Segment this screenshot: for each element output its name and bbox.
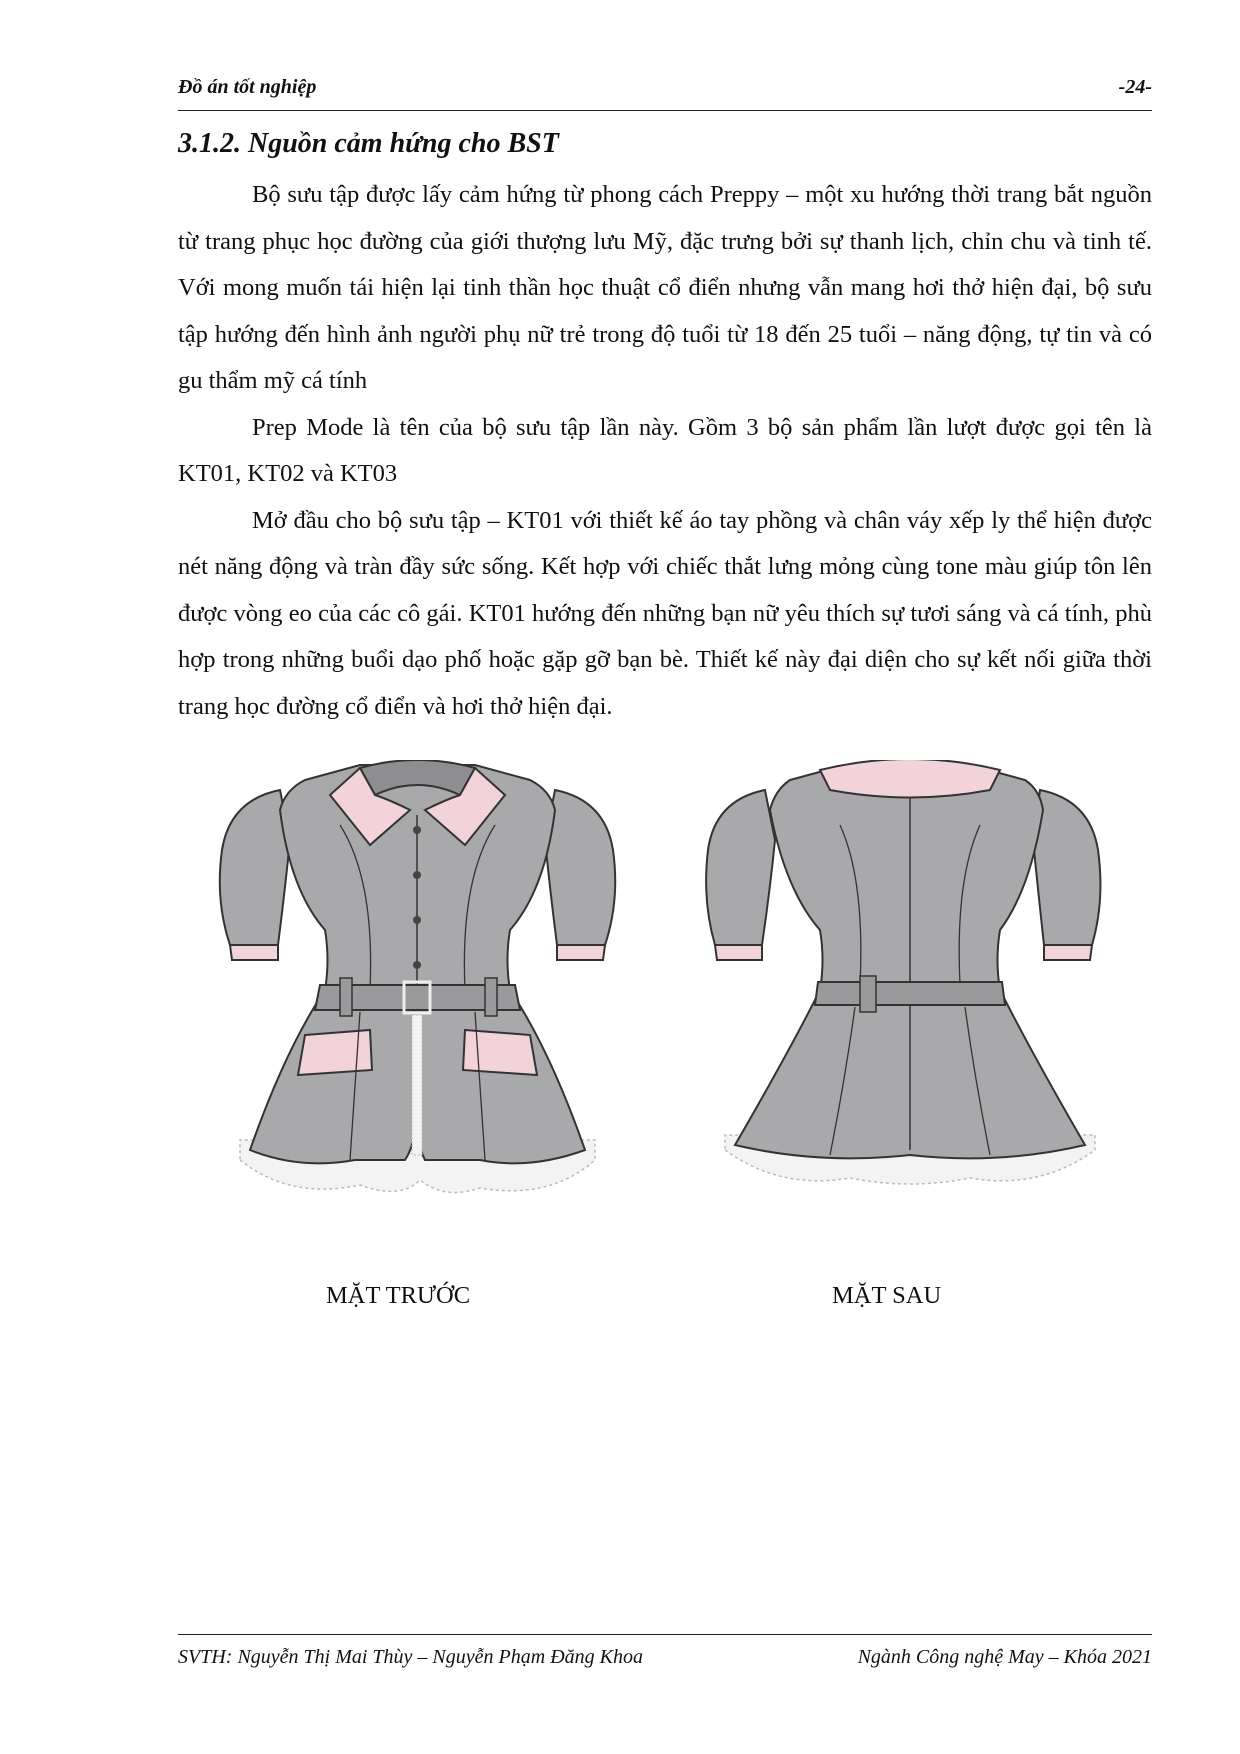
footer-divider: [178, 1634, 1152, 1635]
section-title: 3.1.2. Nguồn cảm hứng cho BST: [178, 128, 559, 159]
paragraph-1: Bộ sưu tập được lấy cảm hứng từ phong cách Preppy – một xu hướng thời trang bắt nguồn từ trang phục học đường của giới thượng lưu Mỹ, đặc trưng bởi sự thanh lịch, chỉn chu và tinh tế. Với mong muốn tái hiện lại tinh thần học thuật cổ điển nhưng vẫn mang hơi thở hiện đại, bộ sưu tập hướng đến hình ảnh người phụ nữ trẻ trong độ tuổi từ 18 đến 25 tuổi – năng động, tự tin và có gu thẩm mỹ cá tính: [178, 181, 1152, 394]
footer-authors: SVTH: Nguyễn Thị Mai Thùy – Nguyễn Phạm Đăng Khoa: [178, 1646, 643, 1668]
footer-program: Ngành Công nghệ May – Khóa 2021: [857, 1646, 1152, 1668]
front-garment-drawing: [210, 760, 640, 1240]
back-view-illustration: [700, 760, 1130, 1240]
back-garment-drawing: [700, 760, 1130, 1240]
back-caption: MẶT SAU: [832, 1282, 942, 1309]
page-header: [178, 68, 1152, 108]
header-title: Đồ án tốt nghiệp: [178, 76, 317, 98]
body-text: [178, 172, 1152, 730]
paragraph-3: Mở đầu cho bộ sưu tập – KT01 với thiết kế áo tay phồng và chân váy xếp ly thể hiện được nét năng động và tràn đầy sức sống. Kết hợp với chiếc thắt lưng mỏng cùng tone màu giúp tôn lên được vòng eo của các cô gái. KT01 hướng đến những bạn nữ yêu thích sự tươi sáng và cá tính, phù hợp trong những buổi dạo phố hoặc gặp gỡ bạn bè. Thiết kế này đại diện cho sự kết nối giữa thời trang học đường cổ điển và hơi thở hiện đại.: [178, 506, 1152, 720]
page-number: -24-: [1118, 76, 1152, 98]
paragraph-2: Prep Mode là tên của bộ sưu tập lần này. Gồm 3 bộ sản phẩm lần lượt được gọi tên là KT01, KT02 và KT03: [178, 413, 1152, 487]
header-divider: [178, 110, 1152, 111]
front-caption: MẶT TRƯỚC: [326, 1282, 471, 1309]
front-view-illustration: [210, 760, 640, 1240]
